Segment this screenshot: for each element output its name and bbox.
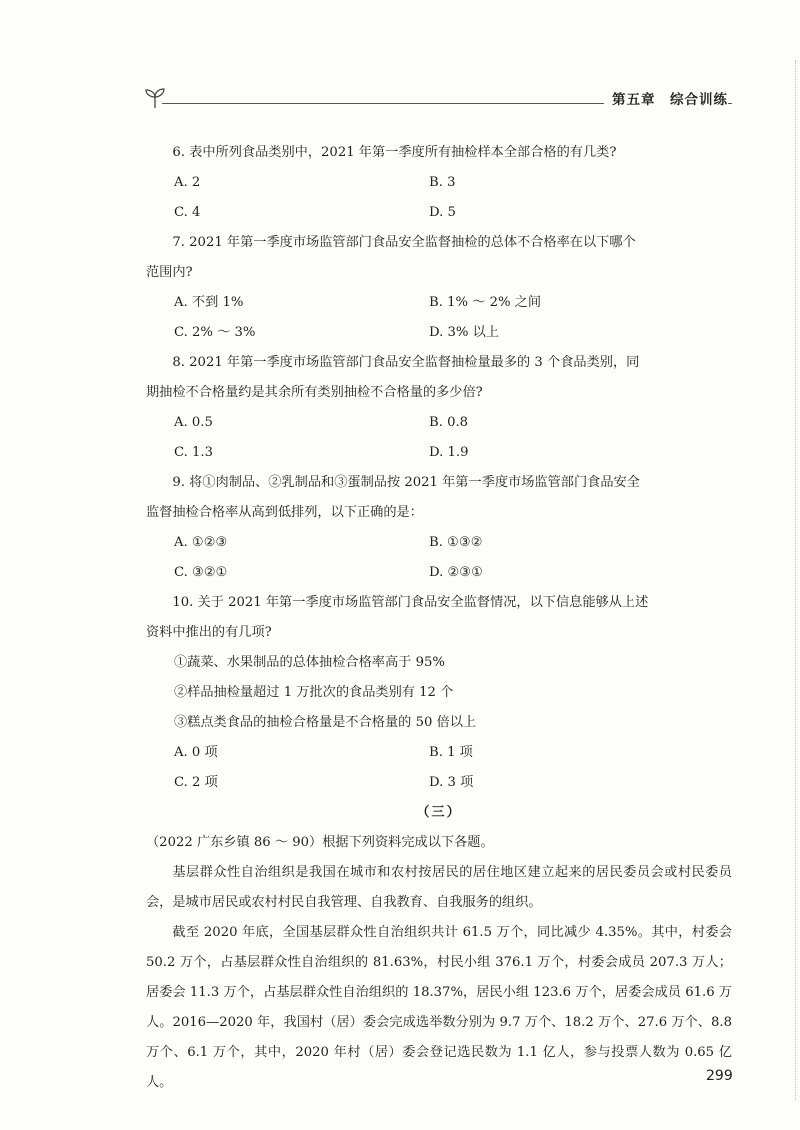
question-9 [146, 468, 732, 588]
question-10 [146, 588, 732, 798]
question-stem-cont: 监督抽检合格率从高到低排列，以下正确的是： [146, 505, 423, 520]
question-6 [146, 138, 732, 228]
option-d: D. ②③① [429, 565, 483, 580]
option-a: A. ①②③ [174, 535, 228, 550]
question-stem: 9. 将①肉制品、②乳制品和③蛋制品按 2021 年第一季度市场监管部门食品安全 [172, 475, 640, 490]
question-stem: 10. 关于 2021 年第一季度市场监管部门食品安全监督情况，以下信息能够从上述 [172, 595, 649, 610]
option-b: B. 3 [429, 175, 456, 190]
option-a: A. 0.5 [174, 415, 213, 430]
question-stem: 8. 2021 年第一季度市场监管部门食品安全监督抽检量最多的 3 个食品类别，同 [172, 355, 640, 370]
option-c: C. 1.3 [174, 445, 213, 460]
question-stem: 7. 2021 年第一季度市场监管部门食品安全监督抽检的总体不合格率在以下哪个 [172, 235, 636, 250]
option-b: B. 0.8 [429, 415, 469, 430]
option-a: A. 0 项 [174, 745, 218, 760]
question-8 [146, 348, 732, 468]
option-c: C. 2% ～ 3% [174, 325, 256, 340]
option-c: C. ③②① [174, 565, 228, 580]
question-stem-cont: 期抽检不合格量约是其余所有类别抽检不合格量的多少倍? [146, 385, 483, 400]
option-d: D. 3% 以上 [429, 325, 499, 340]
option-c: C. 4 [174, 205, 201, 220]
option-b: B. 1% ～ 2% 之间 [429, 295, 542, 310]
statement-1: ①蔬菜、水果制品的总体抽检合格率高于 95% [174, 655, 445, 670]
sprout-logo-icon [142, 84, 168, 110]
page-header [142, 84, 732, 114]
page-number: 299 [706, 1068, 733, 1084]
material-paragraph-2: 截至 2020 年底，全国基层群众性自治组织共计 61.5 万个，同比减少 4.35%。其中，村委会 50.2 万个，占基层群众性自治组织的 81.63%，村民小组 376.1 万个，村委会成员 207.3 万人；居委会 11.3 万个，占基层群众性自治组织的 18.37%，居民小组 123.6 万个，居委会成员 61.6 万人。2016—2020 年，我国村（居）委会完成选举数分别为 9.7 万个、18.2 万个、27.6 万个、8.8 万个、6.1 万个，其中，2020 年村（居）委会登记选民数为 1.1 亿人，参与投票人数为 0.65 亿人。 [146, 925, 732, 1090]
question-stem: 6. 表中所列食品类别中，2021 年第一季度所有抽检样本全部合格的有几类? [172, 145, 617, 160]
scan-margin [793, 60, 796, 1100]
section-intro: （2022 广东乡镇 86 ～ 90）根据下列资料完成以下各题。 [146, 835, 494, 850]
section-heading: （三） [416, 805, 462, 820]
option-a: A. 2 [174, 175, 201, 190]
question-stem-cont: 资料中推出的有几项? [146, 625, 272, 640]
option-a: A. 不到 1% [174, 295, 244, 310]
option-c: C. 2 项 [174, 775, 218, 790]
option-b: B. ①③② [429, 535, 483, 550]
statement-2: ②样品抽检量超过 1 万批次的食品类别有 12 个 [174, 685, 454, 700]
material-paragraph-1: 基层群众性自治组织是我国在城市和农村按居民的居住地区建立起来的居民委员会或村民委员会，是城市居民或农村村民自我管理、自我教育、自我服务的组织。 [146, 865, 732, 910]
question-7 [146, 228, 732, 348]
page-content [146, 138, 732, 1098]
option-d: D. 1.9 [429, 445, 469, 460]
chapter-title: 第五章 综合训练 [604, 88, 728, 108]
question-stem-cont: 范围内? [146, 265, 193, 280]
option-d: D. 3 项 [429, 775, 474, 790]
option-d: D. 5 [429, 205, 456, 220]
statement-3: ③糕点类食品的抽检合格量是不合格量的 50 倍以上 [174, 715, 477, 730]
option-b: B. 1 项 [429, 745, 473, 760]
